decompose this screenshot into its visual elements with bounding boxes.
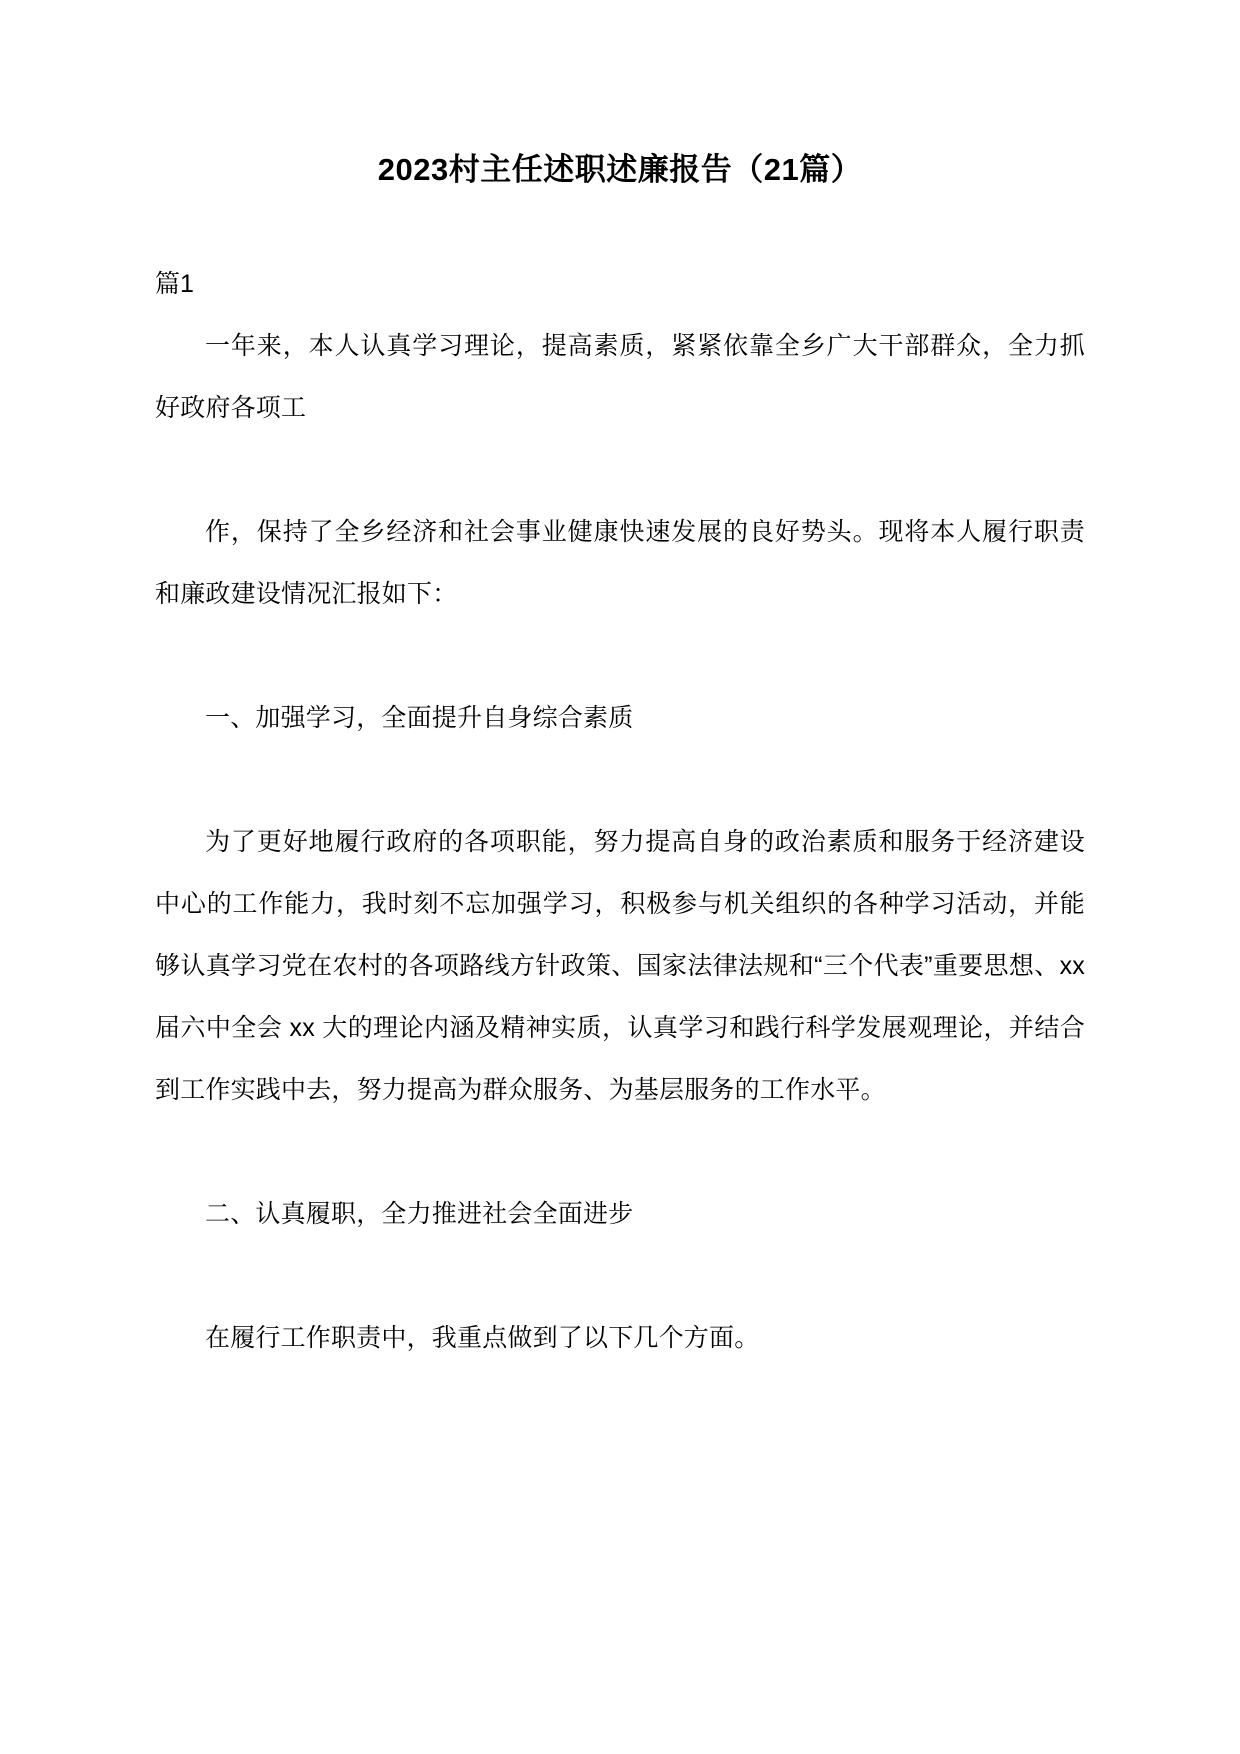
heading-section-two: 二、认真履职，全力推进社会全面进步	[205, 1200, 634, 1229]
paragraph-2: 作，保持了全乡经济和社会事业健康快速发展的良好势头。现将本人履行职责和廉政建设情况汇报如下：	[155, 518, 1085, 609]
paragraph-1: 一年来，本人认真学习理论，提高素质，紧紧依靠全乡广大干部群众，全力抓好政府各项工	[155, 332, 1085, 423]
section-label: 篇1	[155, 270, 194, 299]
page-title: 2023村主任述职述廉报告（21篇）	[377, 152, 863, 187]
paragraph-4: 在履行工作职责中，我重点做到了以下几个方面。	[205, 1324, 760, 1353]
document-body	[155, 253, 1085, 1369]
paragraph-3: 为了更好地履行政府的各项职能，努力提高自身的政治素质和服务于经济建设中心的工作能力，我时刻不忘加强学习，积极参与机关组织的各种学习活动，并能够认真学习党在农村的各项路线方针政策、国家法律法规和“三个代表”重要思想、xx 届六中全会 xx 大的理论内涵及精神实质，认真学习和践行科学发展观理论，并结合到工作实践中去，努力提高为群众服务、为基层服务的工作水平。	[155, 828, 1085, 1105]
heading-section-one: 一、加强学习，全面提升自身综合素质	[205, 704, 634, 733]
